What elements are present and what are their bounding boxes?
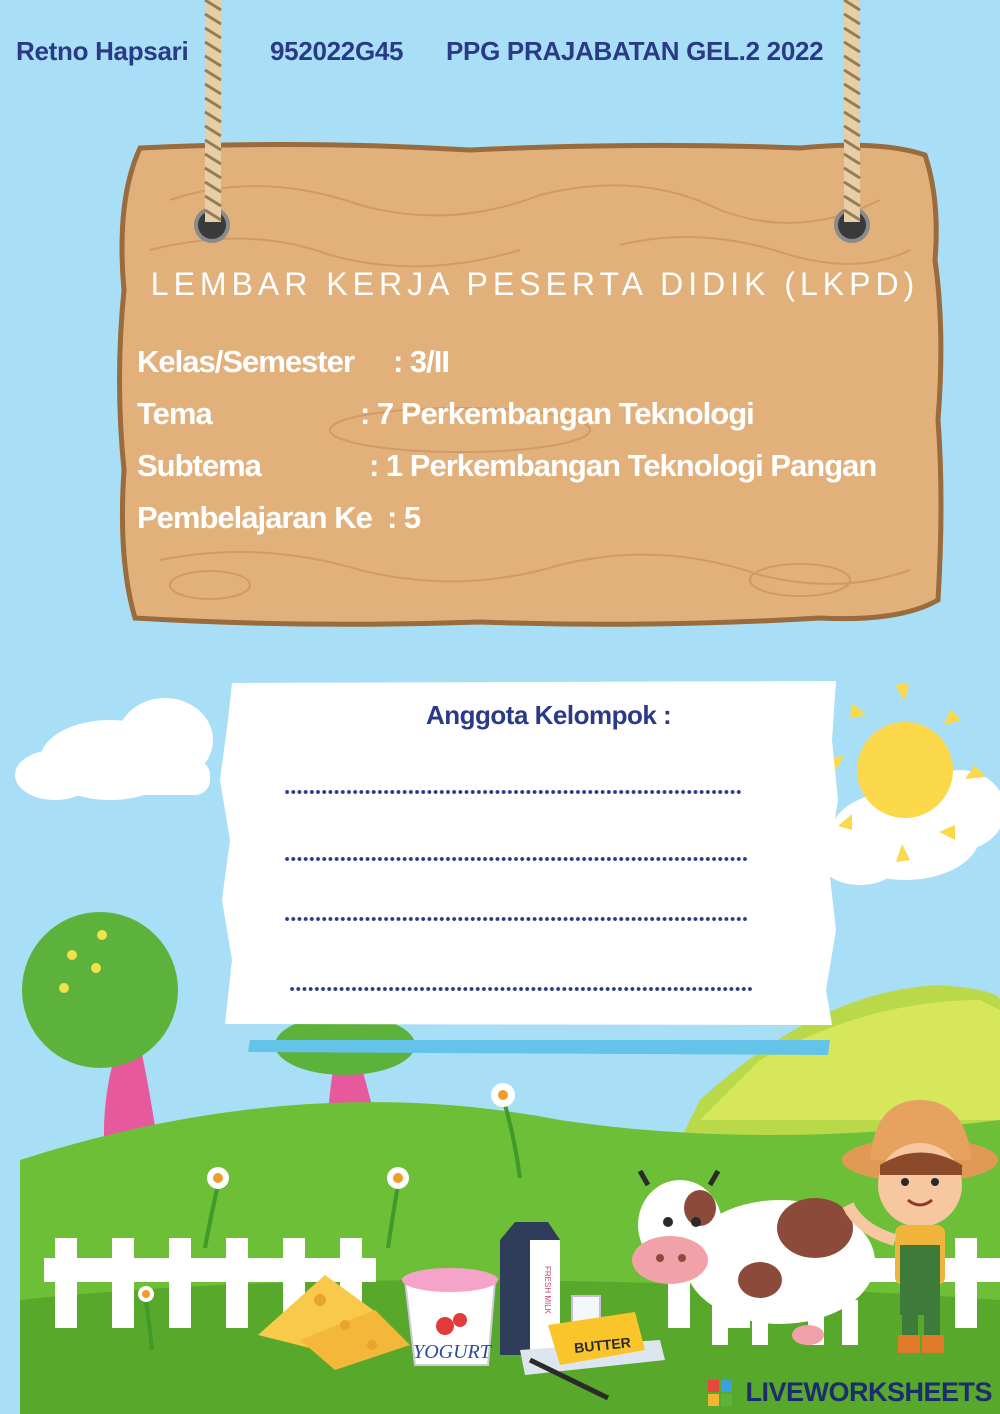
liveworksheets-watermark: LIVEWORKSHEETS [745, 1377, 992, 1407]
author-name: Retno Hapsari [16, 36, 189, 66]
info-value-theme: : 7 Perkembangan Teknologi [360, 396, 754, 431]
yogurt-cup-illustration [402, 1268, 498, 1365]
member-line-4[interactable] [289, 987, 753, 991]
milk-label: FRESH MILK [543, 1265, 552, 1315]
sign-title: LEMBAR KERJA PESERTA DIDIK (LKPD) [150, 266, 920, 302]
butter-label: BUTTER [573, 1334, 632, 1356]
info-label-lesson: Pembelajaran Ke [137, 500, 372, 535]
student-id: 952022G45 [270, 36, 404, 66]
info-value-lesson: : 5 [387, 500, 421, 535]
yogurt-label: YOGURT [413, 1341, 491, 1363]
group-members-title: Anggota Kelompok : [426, 700, 672, 730]
info-label-theme: Tema [137, 396, 212, 431]
milk-carton-illustration [500, 1222, 560, 1355]
liveworksheets-logo-icon [708, 1380, 732, 1406]
info-value-subtheme: : 1 Perkembangan Teknologi Pangan [369, 448, 877, 483]
member-line-2[interactable] [284, 857, 748, 861]
member-line-1[interactable] [284, 790, 742, 794]
info-label-class: Kelas/Semester [137, 344, 354, 379]
member-line-3[interactable] [284, 917, 748, 921]
info-label-subtheme: Subtema [137, 448, 261, 483]
program-name: PPG PRAJABATAN GEL.2 2022 [446, 36, 824, 66]
info-value-class: : 3/II [393, 344, 450, 379]
